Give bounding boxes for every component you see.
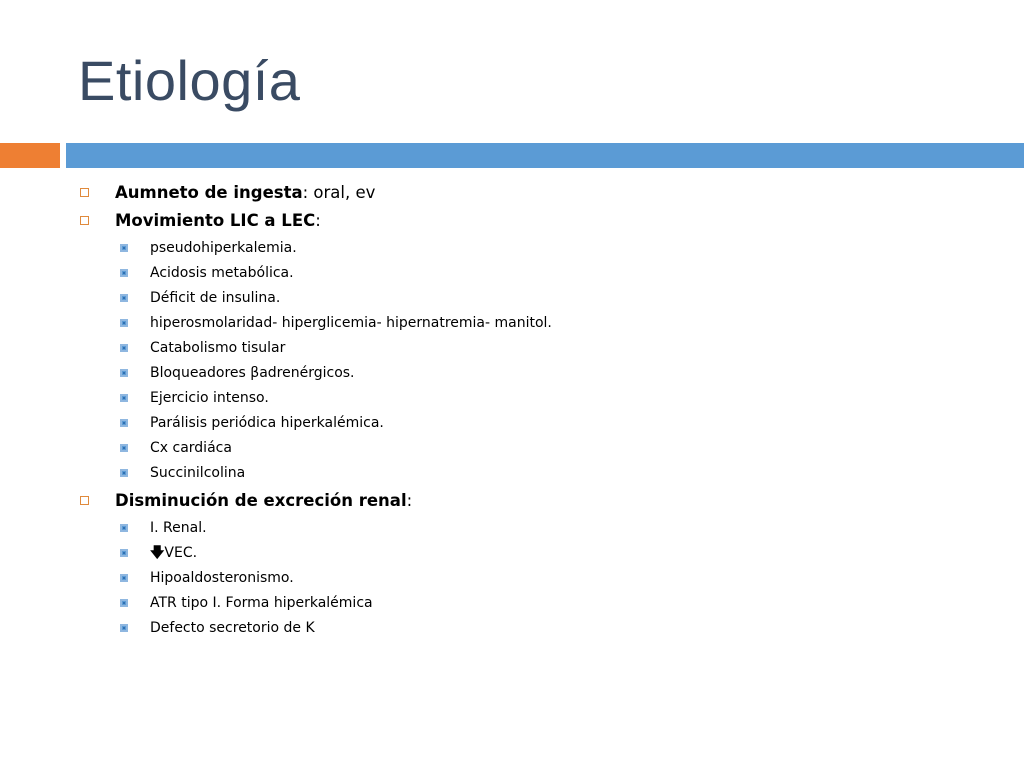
filled-square-bullet-icon	[120, 549, 128, 557]
filled-square-bullet-icon	[120, 319, 128, 327]
sublist-item: Déficit de insulina.	[80, 286, 980, 311]
item-heading: Aumneto de ingesta	[115, 183, 303, 202]
filled-square-bullet-icon	[120, 294, 128, 302]
slide-content	[80, 180, 980, 643]
accent-bar	[0, 143, 60, 168]
sublist-item: Catabolismo tisular	[80, 336, 980, 361]
sublist-container	[80, 516, 980, 641]
filled-square-bullet-icon	[120, 624, 128, 632]
item-heading: Movimiento LIC a LEC	[115, 211, 316, 230]
item-heading: Disminución de excreción renal	[115, 491, 407, 510]
sublist-item: Parálisis periódica hiperkalémica.	[80, 411, 980, 436]
sublist-item: Hipoaldosteronismo.	[80, 566, 980, 591]
sublist-item: I. Renal.	[80, 516, 980, 541]
sublist-item: pseudohiperkalemia.	[80, 236, 980, 261]
list-item	[80, 208, 980, 236]
filled-square-bullet-icon	[120, 599, 128, 607]
filled-square-bullet-icon	[120, 394, 128, 402]
square-bullet-icon	[80, 216, 89, 225]
sublist-item: Succinilcolina	[80, 461, 980, 486]
sublist-item: Defecto secretorio de K	[80, 616, 980, 641]
filled-square-bullet-icon	[120, 419, 128, 427]
sublist-item: Ejercicio intenso.	[80, 386, 980, 411]
sublist-item: Bloqueadores βadrenérgicos.	[80, 361, 980, 386]
down-arrow-icon: 🡇	[150, 545, 165, 561]
filled-square-bullet-icon	[120, 369, 128, 377]
sublist	[80, 236, 980, 486]
item-detail: : oral, ev	[302, 183, 376, 202]
filled-square-bullet-icon	[120, 469, 128, 477]
filled-square-bullet-icon	[120, 244, 128, 252]
item-detail: :	[315, 211, 321, 230]
sublist-item: ATR tipo I. Forma hiperkalémica	[80, 591, 980, 616]
sublist-item: Cx cardiáca	[80, 436, 980, 461]
list-item	[80, 488, 980, 516]
sublist-item: hiperosmolaridad- hiperglicemia- hipernatremia- manitol.	[80, 311, 980, 336]
item-detail: :	[406, 491, 413, 510]
filled-square-bullet-icon	[120, 444, 128, 452]
filled-square-bullet-icon	[120, 574, 128, 582]
sublist	[80, 516, 980, 641]
slide-title: Etiología	[78, 49, 301, 112]
filled-square-bullet-icon	[120, 344, 128, 352]
list-item	[80, 180, 980, 208]
sublist-container	[80, 236, 980, 486]
square-bullet-icon	[80, 188, 89, 197]
square-bullet-icon	[80, 496, 89, 505]
filled-square-bullet-icon	[120, 524, 128, 532]
filled-square-bullet-icon	[120, 269, 128, 277]
sublist-item: Acidosis metabólica.	[80, 261, 980, 286]
header-bar	[66, 143, 1024, 168]
bullet-list	[80, 180, 980, 641]
sublist-item: 🡇VEC.	[80, 541, 980, 566]
